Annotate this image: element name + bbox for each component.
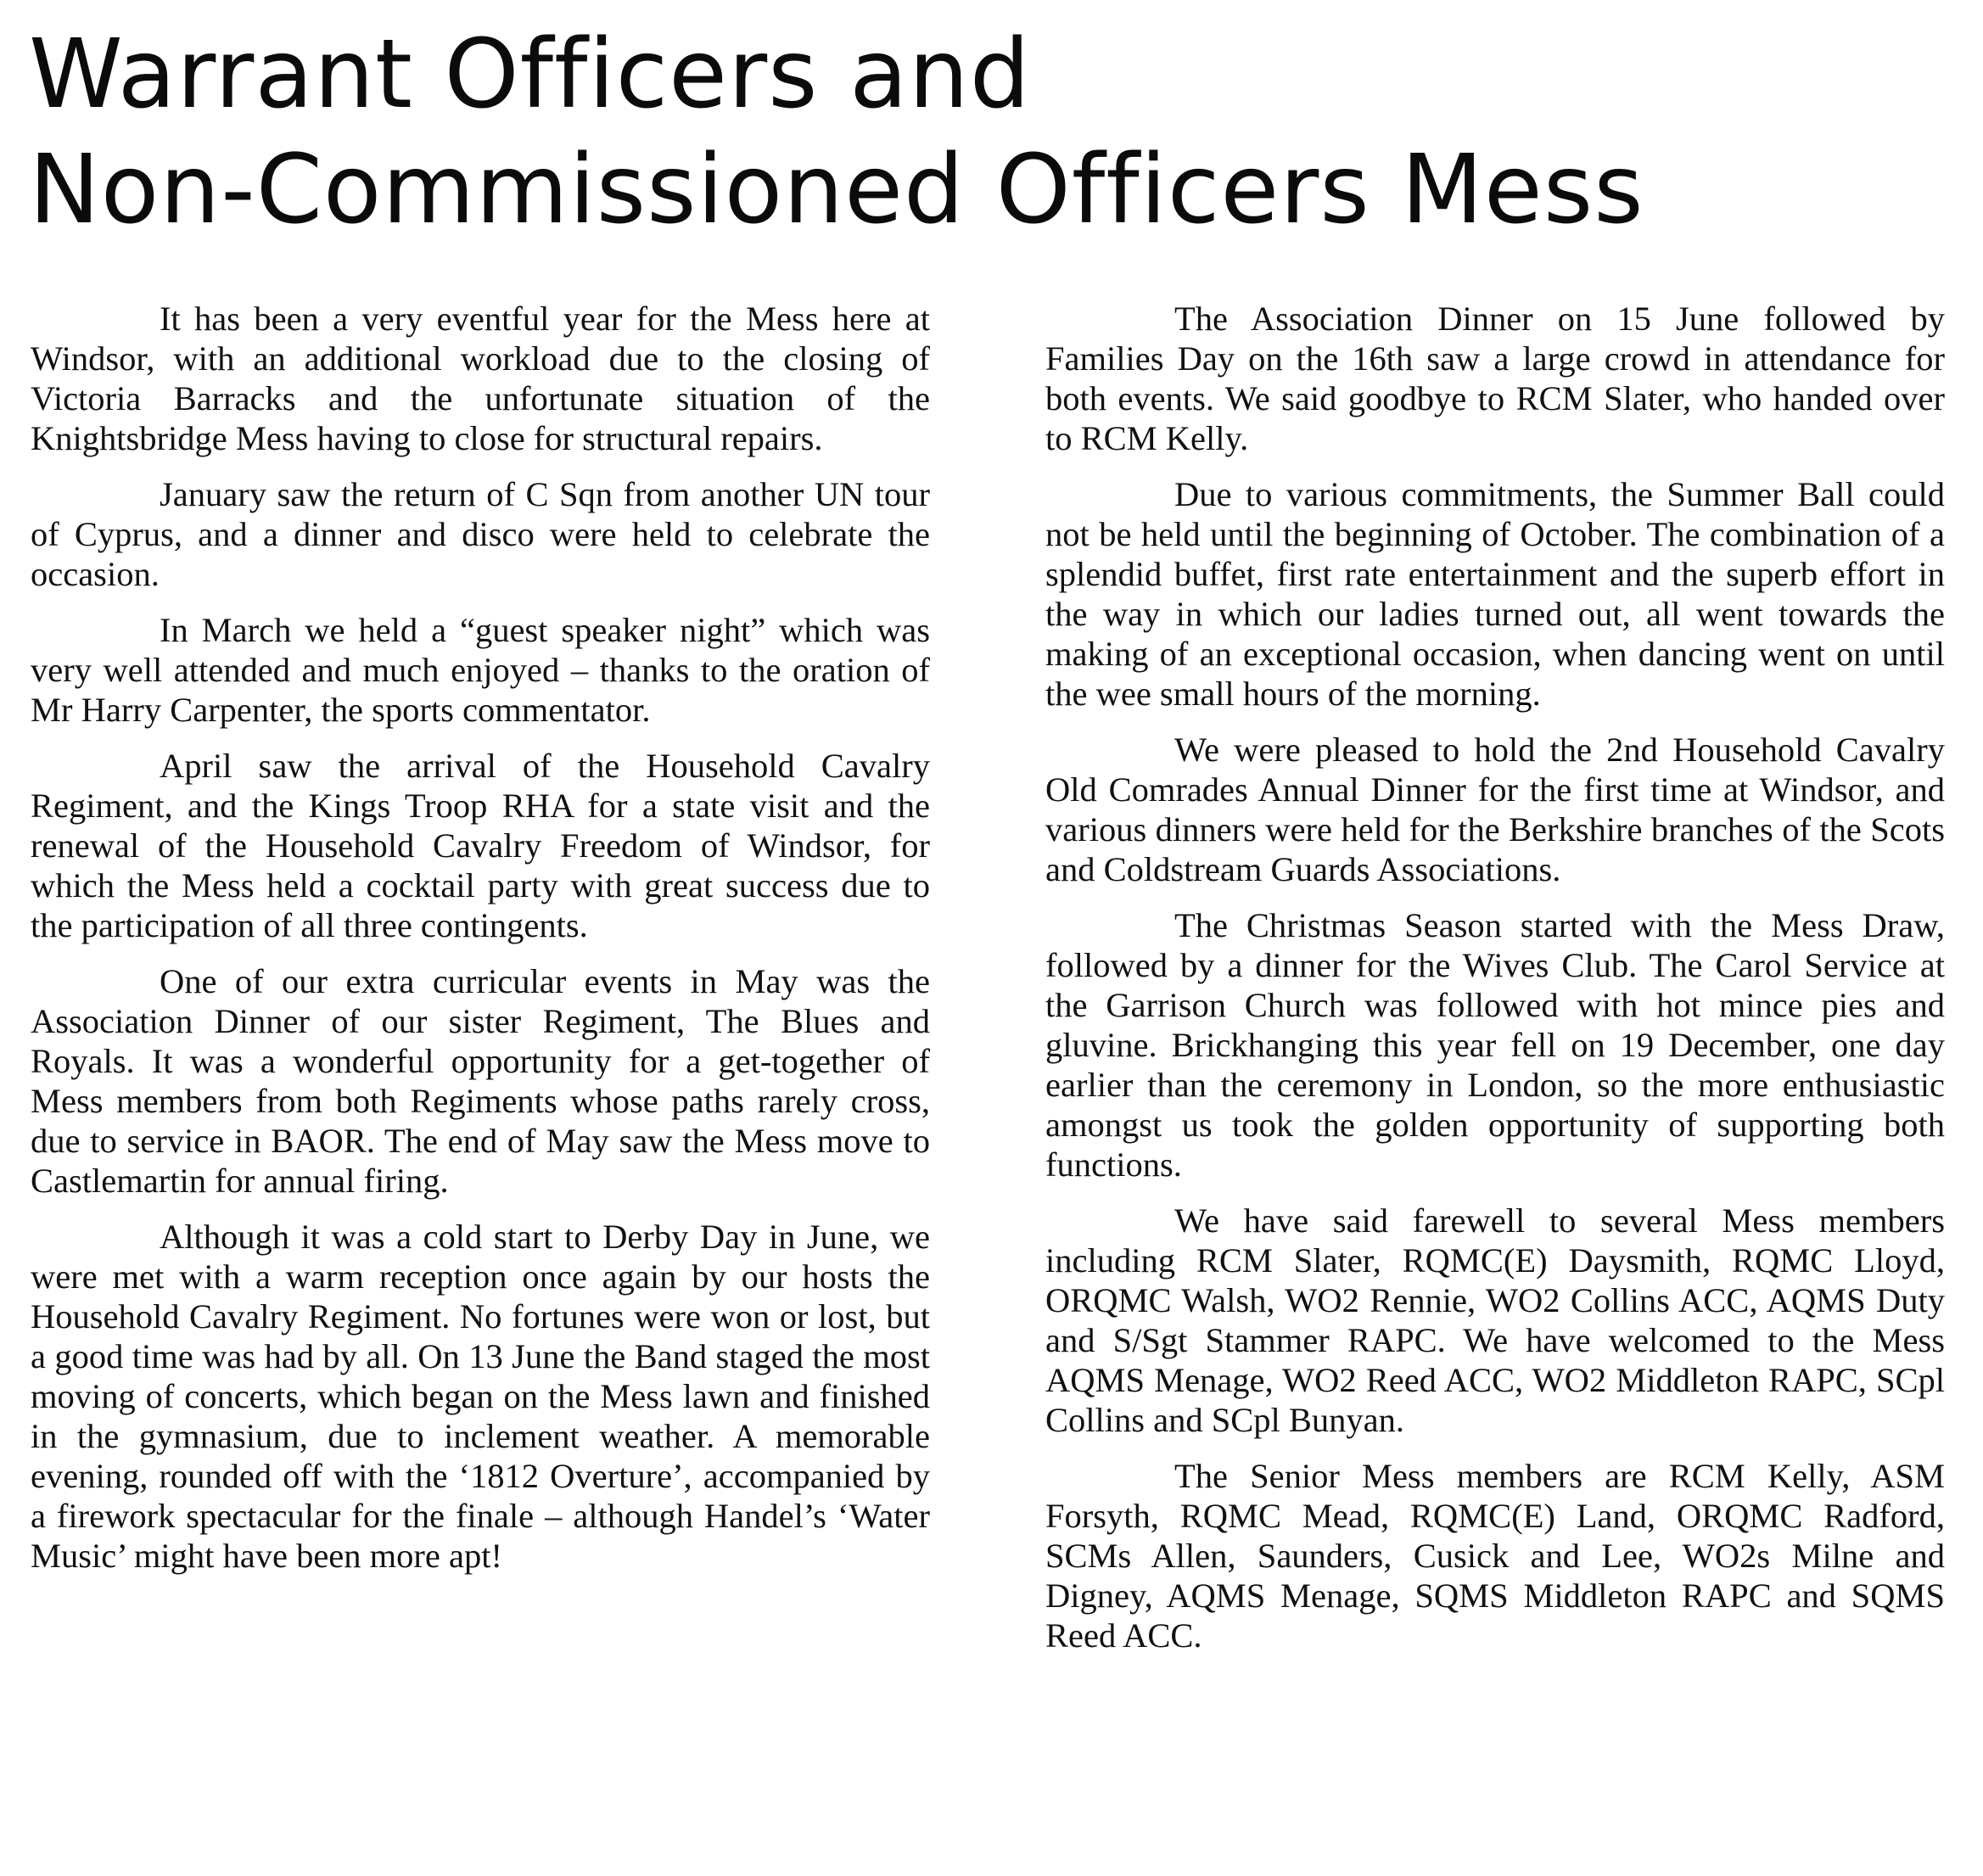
paragraph: April saw the arrival of the Household Cavalry Regiment, and the Kings Troop RHA for a state visit and the renewal of the Household Cavalry Freedom of Windsor, for which the Mess held a cocktail party with great success due to the participation of all three contingents.	[31, 747, 930, 944]
paragraph: The Senior Mess members are RCM Kelly, ASM Forsyth, RQMC Mead, RQMC(E) Land, ORQMC Radford, SCMs Allen, Saunders, Cusick and Lee, WO2s Milne and Digney, AQMS Menage, SQMS Middleton RAPC and SQMS Reed ACC.	[1045, 1457, 1945, 1655]
title-line-1: Warrant Officers and	[29, 20, 1031, 130]
right-column	[1045, 299, 1945, 1672]
paragraph: Although it was a cold start to Derby Day in June, we were met with a warm reception once again by our hosts the Household Cavalry Regiment. No fortunes were won or lost, but a good time was had by all. On 13 June the Band staged the most moving of concerts, which began on the Mess lawn and finished in the gymnasium, due to inclement weather. A memorable evening, rounded off with the ‘1812 Overture’, accompanied by a firework spectacular for the finale – although Handel’s ‘Water Music’ might have been more apt!	[31, 1218, 930, 1575]
left-column	[31, 299, 930, 1592]
paragraph: The Christmas Season started with the Mess Draw, followed by a dinner for the Wives Club. The Carol Service at the Garrison Church was followed with hot mince pies and gluvine. Brickhanging this year fell on 19 December, one day earlier than the ceremony in London, so the more enthusiastic amongst us took the golden opportunity of supporting both functions.	[1045, 906, 1945, 1184]
article-title	[29, 17, 1896, 248]
paragraph: We have said farewell to several Mess members including RCM Slater, RQMC(E) Daysmith, RQMC Lloyd, ORQMC Walsh, WO2 Rennie, WO2 Collins ACC, AQMS Duty and S/Sgt Stammer RAPC. We have welcomed to the Mess AQMS Menage, WO2 Reed ACC, WO2 Middleton RAPC, SCpl Collins and SCpl Bunyan.	[1045, 1201, 1945, 1439]
paragraph: It has been a very eventful year for the Mess here at Windsor, with an additional workload due to the closing of Victoria Barracks and the unfortunate situation of the Knightsbridge Mess having to close for structural repairs.	[31, 300, 930, 457]
paragraph: We were pleased to hold the 2nd Household Cavalry Old Comrades Annual Dinner for the first time at Windsor, and various dinners were held for the Berkshire branches of the Scots and Coldstream Guards Associations.	[1045, 731, 1945, 888]
paragraph: In March we held a “guest speaker night” which was very well attended and much enjoyed – thanks to the oration of Mr Harry Carpenter, the sports commentator.	[31, 611, 930, 729]
paragraph: January saw the return of C Sqn from another UN tour of Cyprus, and a dinner and disco were held to celebrate the occasion.	[31, 475, 930, 593]
paragraph: The Association Dinner on 15 June followed by Families Day on the 16th saw a large crowd in attendance for both events. We said goodbye to RCM Slater, who handed over to RCM Kelly.	[1045, 300, 1945, 457]
paragraph: Due to various commitments, the Summer Ball could not be held until the beginning of October. The combination of a splendid buffet, first rate entertainment and the superb effort in the way in which our ladies turned out, all went towards the making of an exceptional occasion, when dancing went on until the wee small hours of the morning.	[1045, 475, 1945, 713]
title-line-2: Non-Commissioned Officers Mess	[29, 135, 1644, 245]
paragraph: One of our extra curricular events in May was the Association Dinner of our sister Regiment, The Blues and Royals. It was a wonderful opportunity for a get-together of Mess members from both Regiments whose paths rarely cross, due to service in BAOR. The end of May saw the Mess move to Castlemartin for annual firing.	[31, 962, 930, 1200]
